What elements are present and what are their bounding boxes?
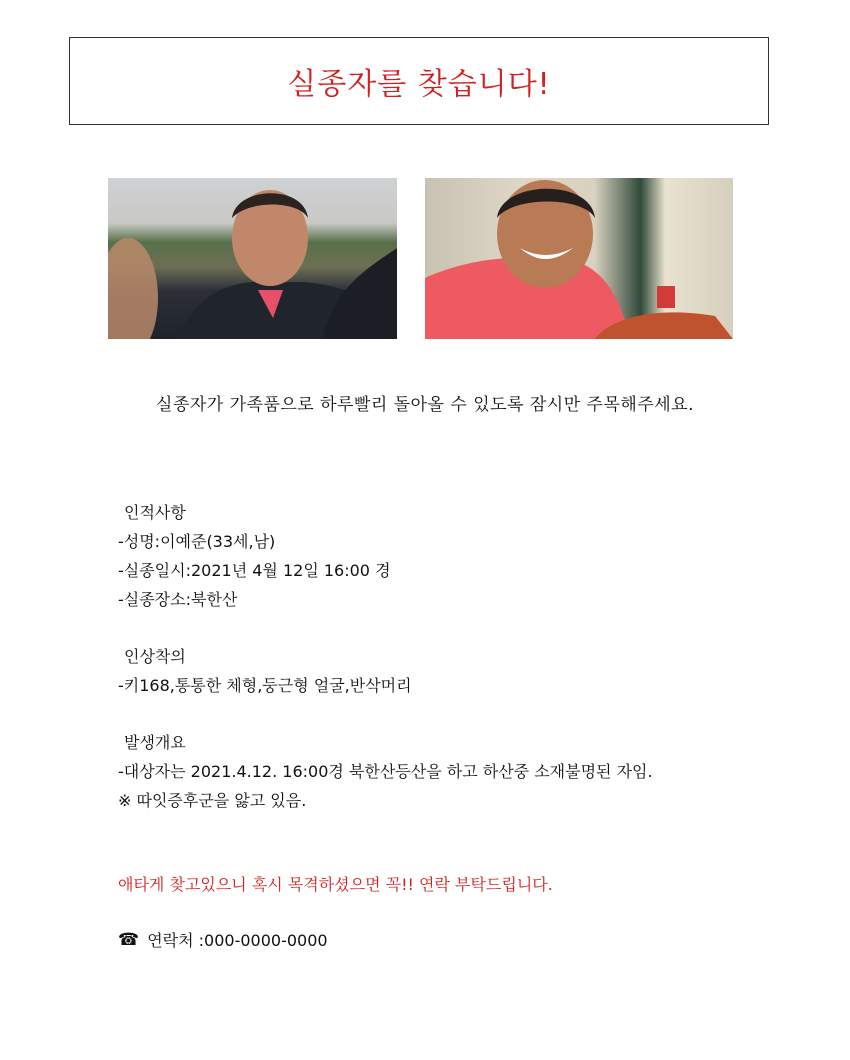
- section-heading: 인상착의: [124, 647, 186, 666]
- missing-person-photo-1: [108, 178, 397, 339]
- info-line: ※ 따잇증후군을 앓고 있음.: [118, 791, 307, 810]
- missing-person-photo-2: [425, 178, 733, 339]
- info-line: -대상자는 2021.4.12. 16:00경 북한산등산을 하고 하산중 소재불명된 자임.: [118, 762, 653, 781]
- contact-label: 연락처 :000-0000-0000: [147, 931, 328, 950]
- contact-info: [118, 928, 328, 951]
- title-box: [69, 37, 769, 125]
- info-line: -실종일시:2021년 4월 12일 16:00 경: [118, 561, 391, 580]
- section-heading: 발생개요: [124, 733, 186, 752]
- section-heading: 인적사항: [124, 503, 186, 522]
- page-title: 실종자를 찾습니다!: [287, 67, 551, 102]
- section-incident-summary: [118, 728, 653, 815]
- info-line: -성명:이예준(33세,남): [118, 532, 276, 551]
- info-line: -키168,통통한 체형,둥근형 얼굴,반삭머리: [118, 676, 412, 695]
- phone-icon: ☎: [118, 929, 140, 950]
- section-appearance: [118, 642, 412, 700]
- info-line: -실종장소:북한산: [118, 590, 238, 609]
- plea-message: 실종자가 가족품으로 하루빨리 돌아올 수 있도록 잠시만 주목해주세요.: [156, 395, 694, 415]
- urgent-message: 애타게 찾고있으니 혹시 목격하셨으면 꼭!! 연락 부탁드립니다.: [118, 875, 553, 894]
- section-personal-info: [118, 498, 391, 614]
